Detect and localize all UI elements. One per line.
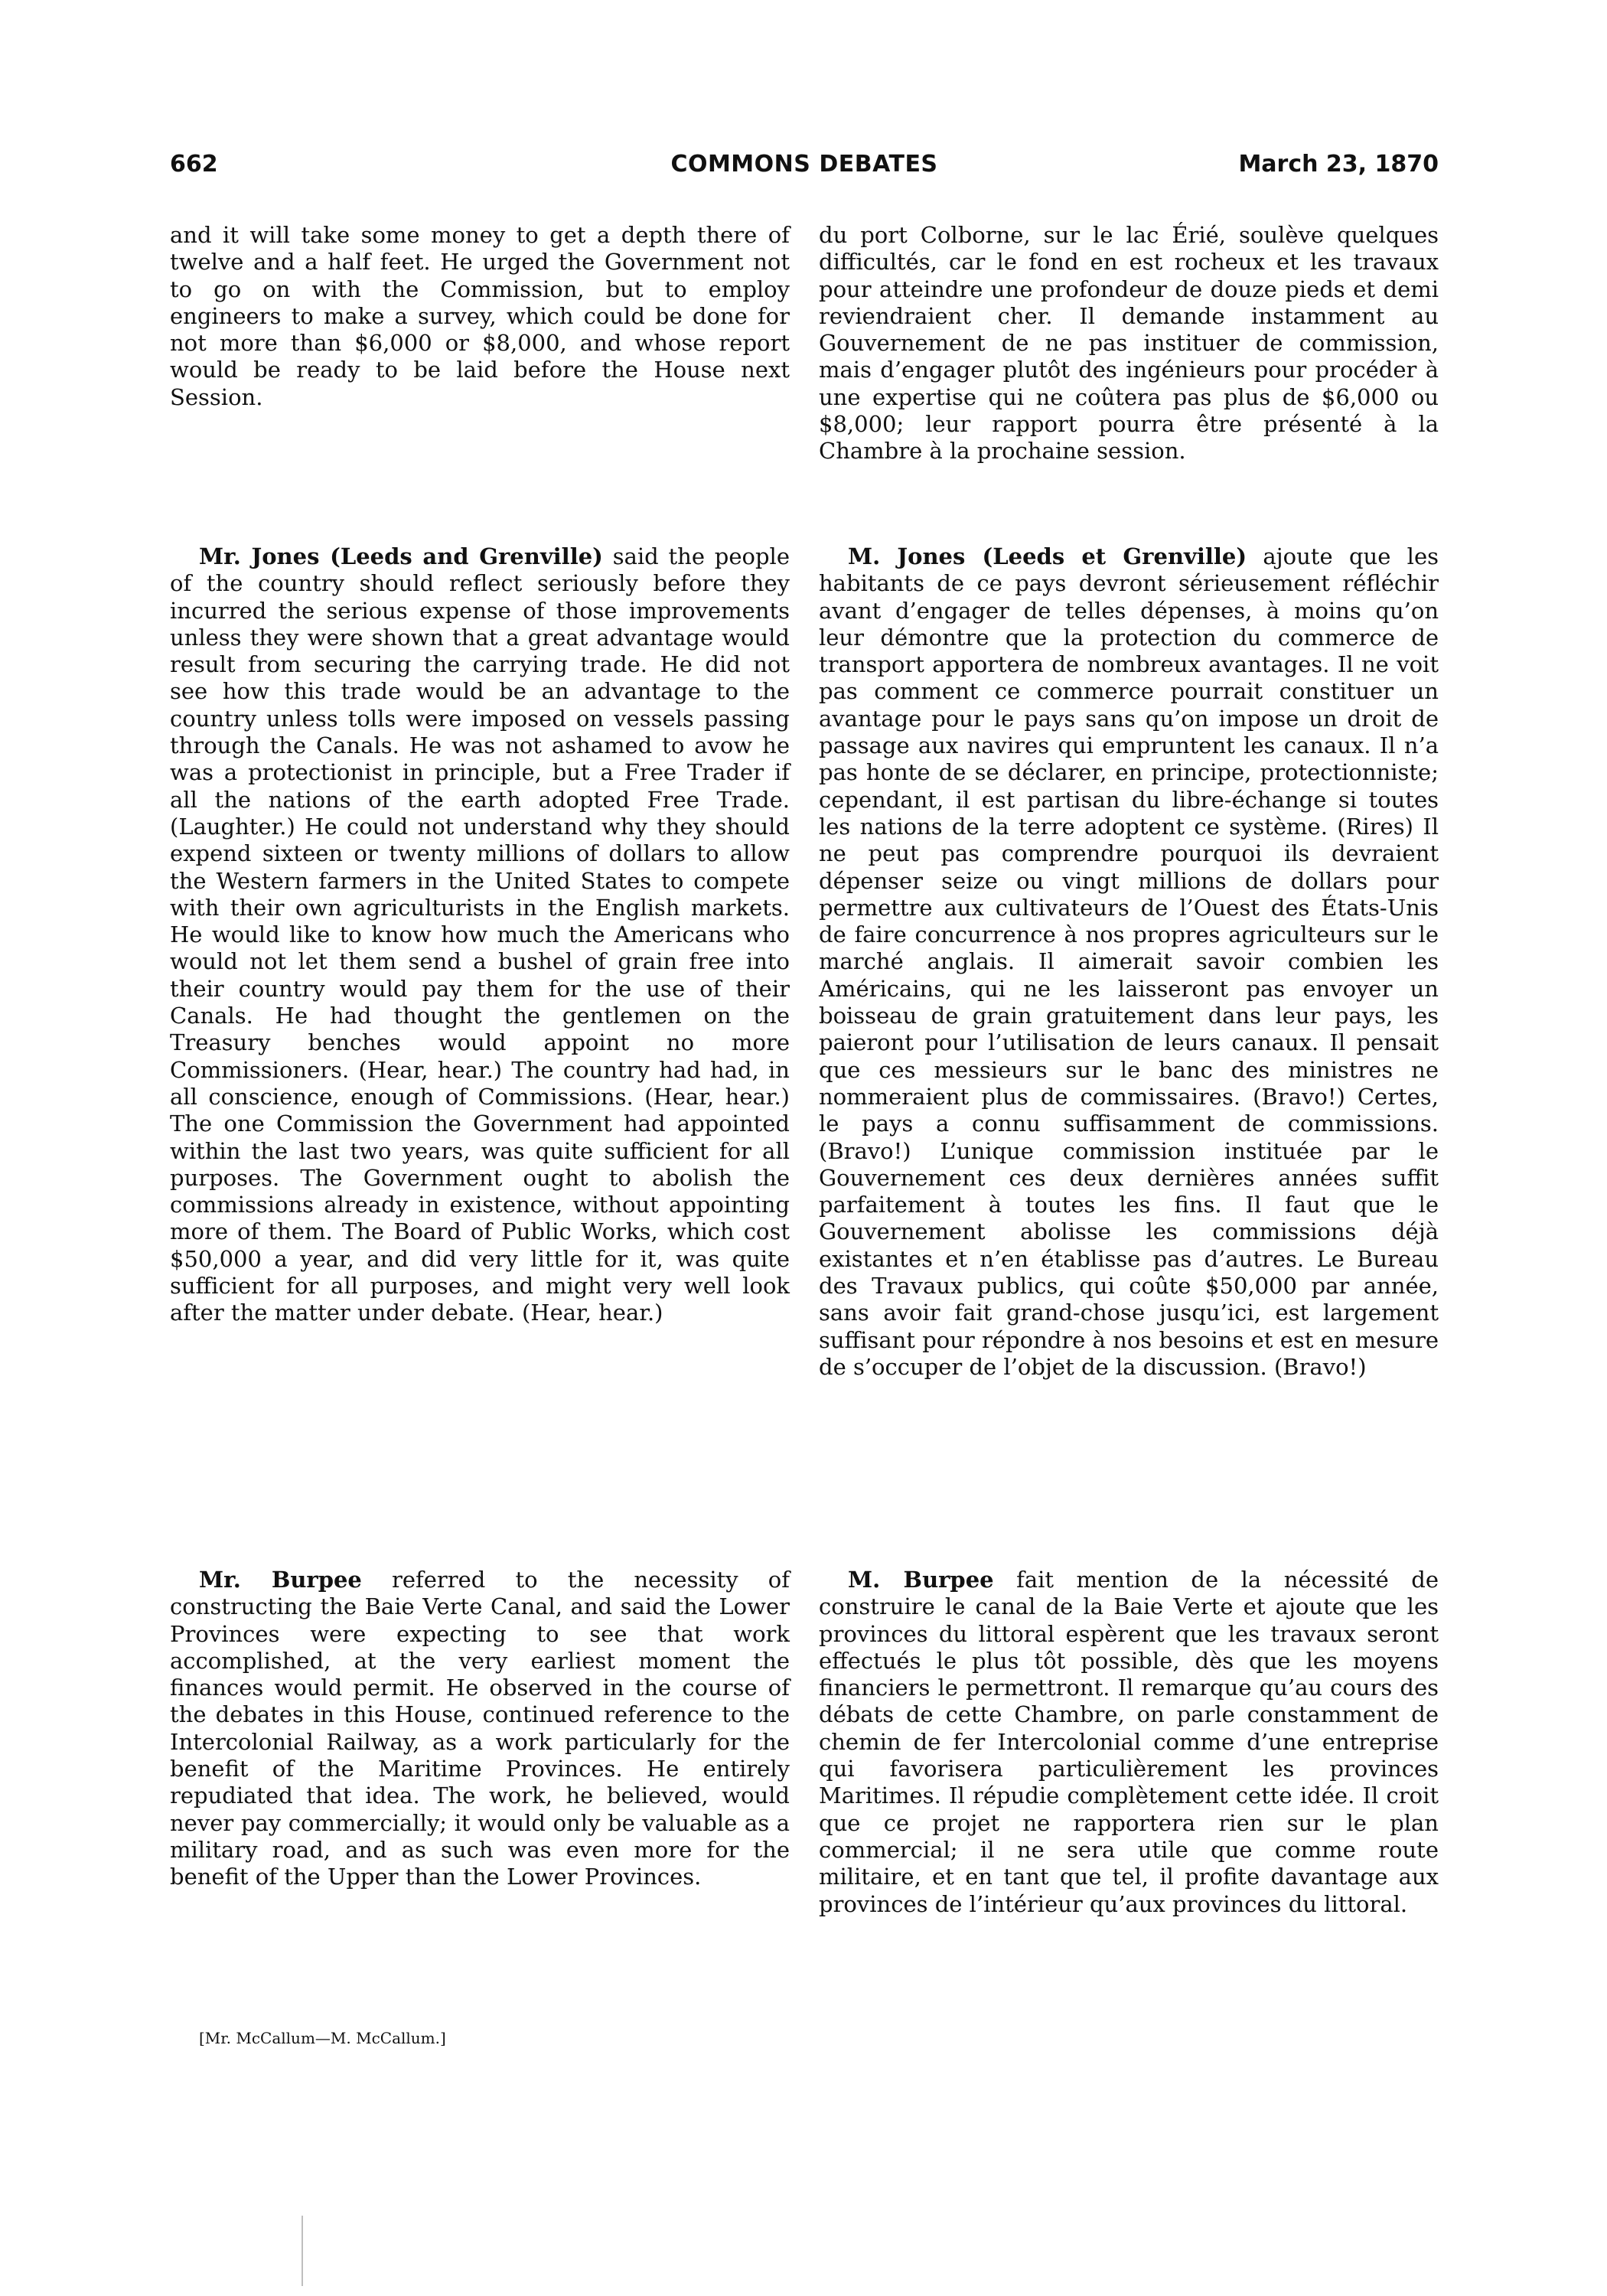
speech-text: ajoute que les habitants de ce pays devront sérieusement réfléchir avant d’engager de telles dépenses, à moins qu’on leur démontre que la protection du commerce de transport apportera de nombreux avantages. Il ne voit pas comment ce commerce pourrait constituer un avantage pour le pays sans qu’on impose un droit de passage aux navires qui empruntent les canaux. Il n’a pas honte de se déclarer, en principe, protectionniste; cependant, il est partisan du libre-échange si toutes les nations de la terre adoptent ce système. (Rires) Il ne peut pas comprendre pourquoi ils devraient dépenser seize ou vingt millions de dollars pour permettre aux cultivateurs de l’Ouest des États-Unis de faire concurrence à nos propres agriculteurs sur le marché anglais. Il aimerait savoir combien les Américains, qui ne les laisseront pas envoyer un boisseau de grain gratuitement dans leur pays, les paieront pour l’utilisation de leurs canaux. Il pensait que ces messieurs sur le banc des ministres ne nommeraient plus de commissaires. (Bravo!) Certes, le pays a connu suffisamment de commissions. (Bravo!) L’unique commission instituée par le Gouvernement ces deux dernières années suffit parfaitement à toutes les fins. Il faut que le Gouvernement abolisse les commissions déjà existantes et n’en établisse pas d’autres. Le Bureau des Travaux publics, qui coûte $50,000 par année, sans avoir fait grand-chose jusqu’ici, est largement suffisant pour répondre à nos besoins et est en mesure de s’occuper de l’objet de la discussion. (Bravo!)	[819, 543, 1439, 1380]
speaker-name: M. Burpee	[848, 1567, 994, 1593]
speech-text: fait mention de la nécessité de construire le canal de la Baie Verte et ajoute que les provinces du littoral espèrent que les travaux seront effectués le plus tôt possible, dès que les moyens financiers le permettront. Il remarque qu’au cours des débats de cette Chambre, on parle constamment de chemin de fer Intercolonial comme d’une entreprise qui favorisera particulièrement les provinces Maritimes. Il répudie complètement cette idée. Il croit que ce projet ne rapportera rien sur le plan commercial; il ne sera utile que comme route militaire, et en tant que tel, il profite davantage aux provinces de l’intérieur qu’aux provinces du littoral.	[819, 1567, 1439, 1917]
page-number: 662	[170, 151, 218, 178]
scan-margin-line	[302, 2216, 303, 2286]
running-header	[170, 145, 1439, 184]
footer-speaker-note: [Mr. McCallum—M. McCallum.]	[199, 2029, 446, 2047]
french-paragraph-jones	[819, 543, 1439, 1381]
speaker-name: M. Jones (Leeds et Grenville)	[848, 543, 1247, 569]
session-date: March 23, 1870	[1238, 151, 1439, 178]
french-paragraph-burpee	[819, 1567, 1439, 1918]
english-paragraph-jones	[170, 543, 790, 1327]
speech-text: referred to the necessity of constructing the Baie Verte Canal, and said the Lower Provinces were expecting to see that work accomplished, at the very earliest moment the finances would permit. He observed in the course of the debates in this House, continued reference to the Intercolonial Railway, as a work particularly for the benefit of the Maritime Provinces. He entirely repudiated that idea. The work, he believed, would never pay commercially; it would only be valuable as a military road, and as such was even more for the benefit of the Upper than the Lower Provinces.	[170, 1567, 790, 1890]
english-paragraph-burpee	[170, 1567, 790, 1891]
english-paragraph-continued: and it will take some money to get a depth there of twelve and a half feet. He urged the Government not to go on with the Commission, but to employ engineers to make a survey, which could be done for not more than $6,000 or $8,000, and whose report would be ready to be laid before the House next Session.	[170, 222, 790, 410]
publication-title: COMMONS DEBATES	[670, 151, 938, 178]
speaker-name: Mr. Jones (Leeds and Grenville)	[199, 543, 603, 569]
french-paragraph-continued: du port Colborne, sur le lac Érié, soulève quelques difficultés, car le fond en est rocheux et les travaux pour atteindre une profondeur de douze pieds et demi reviendraient cher. Il demande instamment au Gouvernement de ne pas instituer de commission, mais d’engager plutôt des ingénieurs pour procéder à une expertise qui ne coûtera pas plus de $6,000 ou $8,000; leur rapport pourra être présenté à la Chambre à la prochaine session.	[819, 222, 1439, 465]
speech-text: said the people of the country should reflect seriously before they incurred the serious expense of those improvements unless they were shown that a great advantage would result from securing the carrying trade. He did not see how this trade would be an advantage to the country unless tolls were imposed on vessels passing through the Canals. He was not ashamed to avow he was a protectionist in principle, but a Free Trader if all the nations of the earth adopted Free Trade. (Laughter.) He could not understand why they should expend sixteen or twenty millions of dollars to allow the Western farmers in the United States to compete with their own agriculturists in the English markets. He would like to know how much the Americans who would not let them send a bushel of grain free into their country would pay them for the use of their Canals. He had thought the gentlemen on the Treasury benches would appoint no more Commissioners. (Hear, hear.) The country had had, in all conscience, enough of Commissions. (Hear, hear.) The one Commission the Government had appointed within the last two years, was quite sufficient for all purposes. The Government ought to abolish the commissions already in existence, without appointing more of them. The Board of Public Works, which cost $50,000 a year, and did very little for it, was quite sufficient for all purposes, and might very well look after the matter under debate. (Hear, hear.)	[170, 543, 790, 1326]
speaker-name: Mr. Burpee	[199, 1567, 362, 1593]
